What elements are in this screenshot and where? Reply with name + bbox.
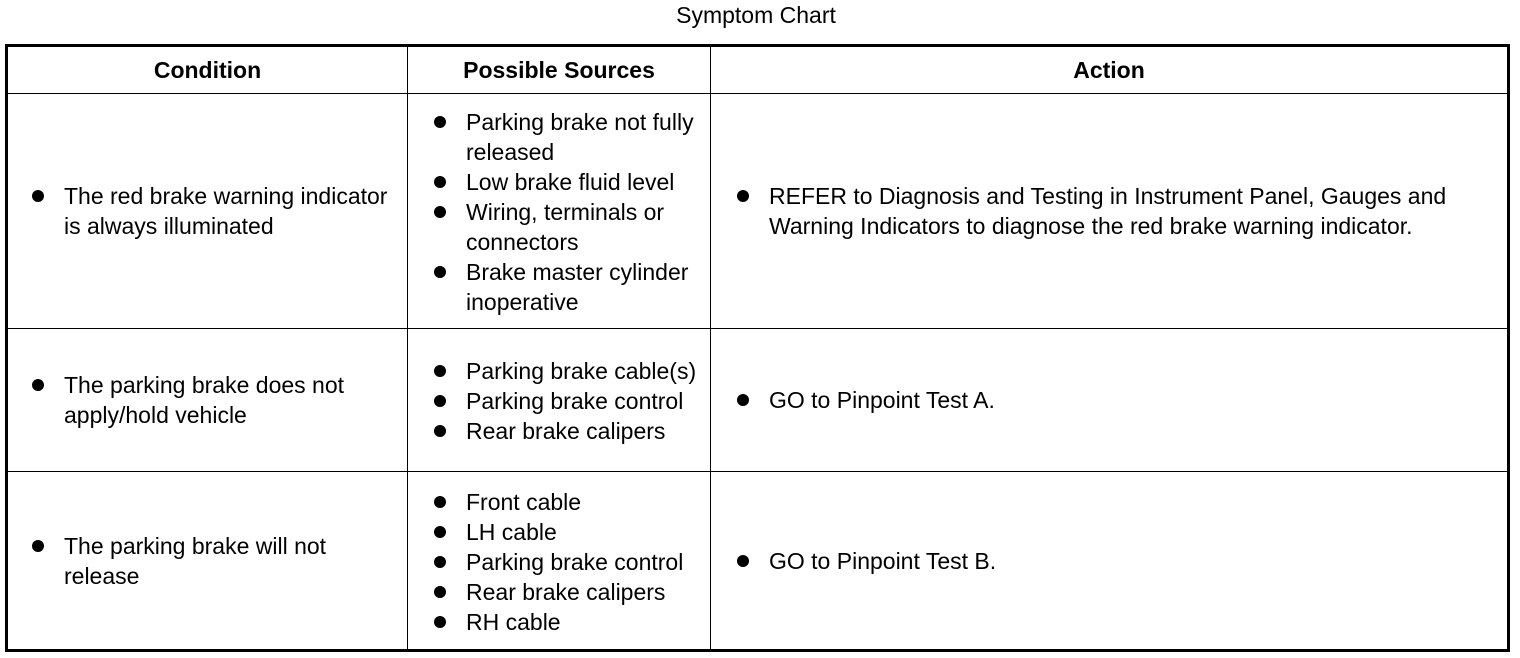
source-text: Parking brake control xyxy=(466,548,684,575)
sources-cell xyxy=(408,472,711,651)
bullet-icon xyxy=(434,206,446,218)
list-item xyxy=(434,257,704,317)
bullet-icon xyxy=(434,395,446,407)
bullet-icon xyxy=(32,540,44,552)
action-cell xyxy=(711,329,1509,472)
source-text: Wiring, terminals or connectors xyxy=(466,199,665,255)
list-item xyxy=(434,167,704,197)
header-row xyxy=(7,46,1509,94)
condition-text: The parking brake will not release xyxy=(64,532,327,589)
source-text: Rear brake calipers xyxy=(466,418,666,444)
bullet-icon xyxy=(434,526,446,538)
list-item xyxy=(434,107,704,167)
condition-text: The red brake warning indicator is always illuminated xyxy=(64,183,388,239)
bullet-icon xyxy=(434,176,446,188)
bullet-icon xyxy=(434,365,446,377)
list-item xyxy=(434,356,704,386)
source-text: RH cable xyxy=(466,608,561,635)
list-item xyxy=(434,607,704,637)
bullet-icon xyxy=(434,425,446,437)
bullet-icon xyxy=(434,116,446,128)
condition-cell xyxy=(7,94,408,329)
list-item xyxy=(434,416,704,446)
list-item xyxy=(32,370,399,430)
list-item xyxy=(434,517,704,547)
bullet-icon xyxy=(32,379,44,391)
action-cell xyxy=(711,94,1509,329)
action-cell xyxy=(711,472,1509,651)
action-text: GO to Pinpoint Test A. xyxy=(769,387,995,413)
action-text: GO to Pinpoint Test B. xyxy=(769,547,997,574)
list-item xyxy=(737,385,1477,415)
sources-cell xyxy=(408,329,711,472)
header-condition: Condition xyxy=(7,46,408,94)
condition-cell xyxy=(7,329,408,472)
bullet-icon xyxy=(434,556,446,568)
source-text: LH cable xyxy=(466,518,557,545)
table-row xyxy=(7,472,1509,651)
bullet-icon xyxy=(434,266,446,278)
header-possible-sources: Possible Sources xyxy=(408,46,711,94)
source-text: Rear brake calipers xyxy=(466,578,666,605)
bullet-icon xyxy=(737,394,749,406)
bullet-icon xyxy=(737,555,749,567)
source-text: Parking brake not fully released xyxy=(466,109,694,165)
bullet-icon xyxy=(434,496,446,508)
condition-cell xyxy=(7,472,408,651)
list-item xyxy=(434,547,704,577)
source-text: Parking brake cable(s) xyxy=(466,358,697,384)
source-text: Front cable xyxy=(466,488,582,515)
list-item xyxy=(32,181,399,241)
source-text: Low brake fluid level xyxy=(466,169,675,195)
action-text: REFER to Diagnosis and Testing in Instrument Panel, Gauges and Warning Indicators to diagnose the red brake warning indicator. xyxy=(769,183,1447,239)
list-item xyxy=(434,197,704,257)
condition-text: The parking brake does not apply/hold vehicle xyxy=(64,372,345,428)
bullet-icon xyxy=(434,616,446,628)
table-row xyxy=(7,94,1509,329)
list-item xyxy=(434,577,704,607)
symptom-chart-table xyxy=(5,44,1510,652)
list-item xyxy=(737,181,1477,241)
page-title: Symptom Chart xyxy=(676,2,836,28)
header-action: Action xyxy=(711,46,1509,94)
list-item xyxy=(32,531,399,591)
source-text: Parking brake control xyxy=(466,388,684,414)
list-item xyxy=(434,386,704,416)
sources-cell xyxy=(408,94,711,329)
table-row xyxy=(7,329,1509,472)
list-item xyxy=(434,487,704,517)
source-text: Brake master cylinder inoperative xyxy=(466,259,689,315)
bullet-icon xyxy=(32,190,44,202)
bullet-icon xyxy=(737,190,749,202)
list-item xyxy=(737,546,1477,576)
bullet-icon xyxy=(434,586,446,598)
